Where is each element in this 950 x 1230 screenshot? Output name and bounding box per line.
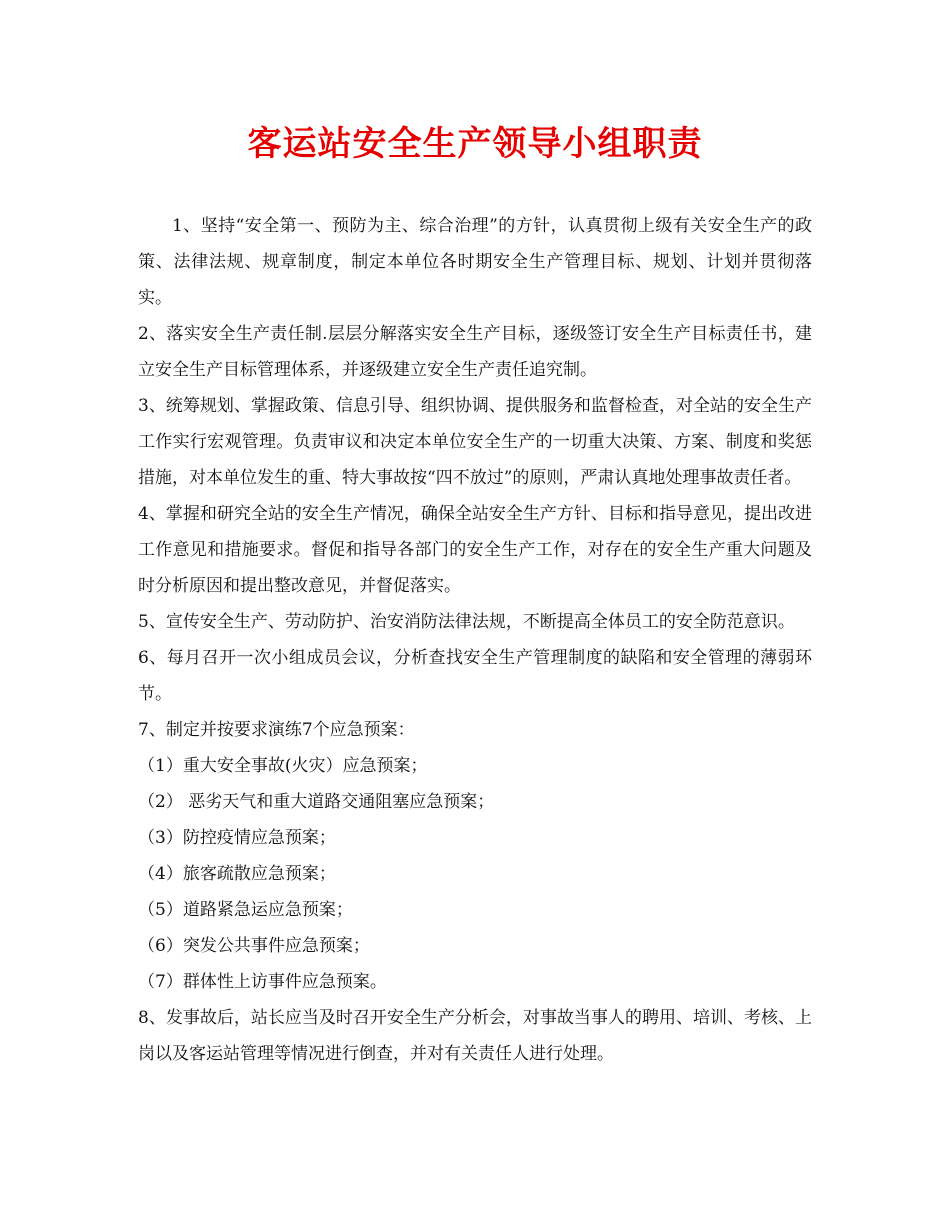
plan-item-1: （1）重大安全事故(火灾）应急预案； (138, 756, 428, 776)
paragraph-7: 7、制定并按要求演练7个应急预案： (138, 720, 415, 740)
paragraph-5: 5、宣传安全生产、劳动防护、治安消防法律法规，不断提高全体员工的安全防范意识。 (138, 612, 795, 632)
plan-item-7: （7）群体性上访事件应急预案。 (138, 972, 387, 992)
plan-item-2: （2） 恶劣天气和重大道路交通阻塞应急预案； (138, 792, 495, 812)
plan-item-4: （4）旅客疏散应急预案； (138, 864, 336, 884)
paragraph-8: 8、发事故后，站长应当及时召开安全生产分析会，对事故当事人的聘用、培训、考核、上岗以及客运站管理等情况进行倒查，并对有关责任人进行处理。 (138, 1008, 812, 1064)
paragraph-2: 2、落实安全生产责任制.层层分解落实安全生产目标，逐级签订安全生产目标责任书，建立安全生产目标管理体系，并逐级建立安全生产责任追究制。 (138, 324, 812, 380)
plan-item-3: （3）防控疫情应急预案； (138, 828, 336, 848)
paragraph-4: 4、掌握和研究全站的安全生产情况，确保全站安全生产方针、目标和指导意见，提出改进工作意见和措施要求。督促和指导各部门的安全生产工作，对存在的安全生产重大问题及时分析原因和提出整改意见，并督促落实。 (138, 504, 812, 596)
plan-item-6: （6）突发公共事件应急预案； (138, 936, 370, 956)
paragraph-1: 1、坚持“安全第一、预防为主、综合治理”的方针，认真贯彻上级有关安全生产的政策、法律法规、规章制度，制定本单位各时期安全生产管理目标、规划、计划并贯彻落实。 (138, 216, 812, 308)
document-title: 客运站安全生产领导小组职责 (247, 124, 703, 164)
document-body (138, 208, 812, 1072)
paragraph-6: 6、每月召开一次小组成员会议，分析查找安全生产管理制度的缺陷和安全管理的薄弱环节。 (138, 648, 812, 704)
paragraph-3: 3、统筹规划、掌握政策、信息引导、组织协调、提供服务和监督检查，对全站的安全生产工作实行宏观管理。负责审议和决定本单位安全生产的一切重大决策、方案、制度和奖惩措施，对本单位发生的重、特大事故按“四不放过”的原则，严肃认真地处理事故责任者。 (138, 396, 812, 488)
plan-item-5: （5）道路紧急运应急预案； (138, 900, 353, 920)
